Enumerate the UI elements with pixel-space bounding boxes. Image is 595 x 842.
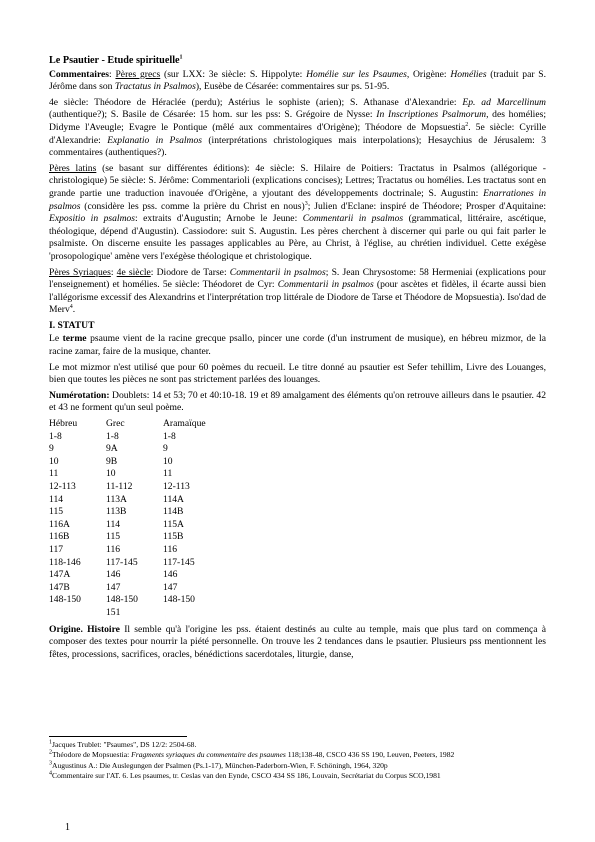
table-cell: 147	[163, 581, 178, 593]
footnote-item: $^2$Théodore de Mopsuestia: Fragments syriaques du commentaire des psaumes 118;138-48, CSCO 436 SS 190, Leuven, Peeters, 1982	[49, 749, 455, 760]
paragraph-syriac-fathers: Pères Syriaques: 4e siècle: Diodore de Tarse: Commentarii in psalmos; S. Jean Chrysostome: 58 Hermeniai (explications pour l'enseignement) et homélies. 5e siècle: Théodoret de Cyr: Commentarii in psalmos (pour ascètes et fidèles, il écarte aussi bien l'allégorisme excessif des Alexandrins et l'interprétation trop littérale de Diodore de Tarse et Théodore de Mopsuestia). Iso'dad de Merv$^4$.	[49, 266, 546, 316]
table-cell: 116	[163, 543, 178, 555]
column-header-arameen: Aramaïque	[163, 418, 206, 430]
footnote-item: $^1$Jacques Trublet: "Psaumes", DS 12/2: 2504-68.	[49, 739, 197, 749]
table-cell: 114A	[163, 493, 184, 505]
table-cell: 113B	[106, 506, 127, 518]
table-row	[49, 594, 243, 607]
table-cell: 9B	[106, 455, 118, 467]
table-cell: 117-145	[163, 556, 195, 568]
column-header-grec: Grec	[106, 418, 125, 430]
table-cell: 115B	[163, 531, 184, 543]
table-cell: 11-112	[106, 481, 133, 492]
paragraph-origine: Origine. Histoire Il semble qu'à l'origine les pss. étaient destinés au culte au temple, mais que plus tard on commença à composer des textes pour nourrir la piété personnelle. On trouve les 2 tendances dans le psautier. Plusieurs pss mentionnent les fêtes, processions, sacrifices, oracles, bénédictions sacerdotales, liturgie, danse,	[49, 623, 547, 660]
table-row	[49, 531, 243, 544]
table-cell: 116	[106, 543, 121, 555]
table-row	[49, 582, 243, 595]
table-row	[49, 506, 243, 519]
footnote-ref[interactable]: 4	[69, 304, 73, 311]
table-cell: 113A	[106, 493, 127, 505]
table-cell: 115A	[163, 518, 184, 530]
table-cell: 147A	[49, 569, 71, 581]
footnote-ref[interactable]: 1	[179, 54, 183, 61]
table-cell: 117	[49, 543, 64, 555]
numbering-table	[49, 418, 243, 620]
table-body	[49, 431, 243, 620]
table-cell: 10	[49, 455, 59, 467]
table-row	[49, 557, 243, 570]
paragraph-4th-5th-century: 4e siècle: Théodore de Héraclée (perdu); Astérius le sophiste (arien); S. Athanase d'Alexandrie: Ep. ad Marcellinum (authentique?); S. Basile de Césarée: 15 hom. sur les pss: S. Grégoire de Nysse: In Inscriptiones Psalmorum, des homélies; Didyme l'Aveugle; Evagre le Pontique (mêlé aux commentaires d'Origène); Théodore de Mopsuestia$^2$. 5e siècle: Cyrille d'Alexandrie: Explanatio in Psalmos (interprétations christologiques mais interpolations); Hesaychius de Jérusalem: 3 commentaires (authentiques?).	[49, 96, 546, 159]
paragraph-latin-fathers: Pères latins (se basant sur différentes éditions): 4e siècle: S. Hilaire de Poitiers: Tractatus in Psalmos (allégorique - christologique) 5e siècle: S. Jérôme: Commentarioli (explications concises); Lettres; Tractatus ou homélies. Les tractatus sont en grande partie une traduction inavouée d'Origène, a yjoutant des développements doctrinale; S. Augustin: Enarrationes in psalmos (considère les pss. comme la prière du Christ en nous)$^3$; Julien d'Eclane: inspiré de Théodore; Prosper d'Aquitaine: Expositio in psalmos: extraits d'Augustin; Arnobe le Jeune: Commentarii in psalmos (grammatical, littéraire, ascétique, théologique, dépend d'Augustin). Cassiodore: suit S. Augustin. Les pères cherchent à discerner qui parle ou qui fait parler le psalmiste. On discerne ensuite les passages applicables au Père, au Christ, à l'église, au chrétien individuel. Cette exégèse 'prosopologique' amène vers l'exégèse théologique et christologique.	[49, 162, 547, 262]
table-cell: 10	[106, 468, 116, 480]
table-cell: 116A	[49, 518, 70, 530]
table-cell: 9A	[106, 443, 118, 455]
table-cell: 114	[49, 493, 64, 505]
paragraph-numerotation: Numérotation: Doublets: 14 et 53; 70 et 40:10-18. 19 et 89 amalgament des éléments qu'on retrouve ailleurs dans le psautier. 42 et 43 ne forment qu'un seul poème.	[49, 389, 546, 414]
section-heading-statut: I. STATUT	[49, 319, 95, 331]
table-cell: 146	[163, 569, 178, 581]
table-cell: 116B	[49, 531, 70, 543]
table-cell: 11	[49, 468, 59, 480]
table-cell: 148-150	[106, 594, 138, 606]
table-cell: 115	[49, 506, 64, 518]
table-cell: 118-146	[49, 556, 81, 568]
table-row	[49, 519, 243, 532]
table-cell: 1-8	[163, 430, 176, 442]
table-cell: 117-145	[106, 556, 138, 568]
table-cell: 9	[163, 443, 168, 455]
page-title: Le Psautier - Etude spirituelle$^1$	[49, 54, 183, 66]
footnote-item: $^3$Augustinus A.: Die Auslegungen der Psalmen (Ps.1-17), München-Paderborn-Wien, F. Schöningh, 1964, 320p	[49, 760, 388, 770]
column-header-hebreu: Hébreu	[49, 418, 78, 430]
heading-greek-fathers: Pères grecs	[115, 68, 161, 80]
heading-syriac-fathers: Pères Syriaques	[49, 266, 111, 278]
table-cell: 1-8	[49, 430, 62, 442]
page-number: 1	[65, 822, 70, 833]
table-row	[49, 544, 243, 557]
table-cell: 147B	[49, 581, 70, 593]
paragraph-mizmor: Le mot mizmor n'est utilisé que pour 60 poèmes du recueil. Le titre donné au psautier est Sefer tehillim, Livre des Louanges, bien que toutes les pièces ne sont pas strictement parlées des louanges.	[49, 361, 546, 386]
table-cell: 12-113	[163, 481, 190, 492]
table-cell: 148-150	[49, 594, 81, 606]
table-cell: 147	[106, 581, 121, 593]
table-cell: 11	[163, 468, 173, 480]
page-body	[49, 55, 546, 664]
table-row	[49, 431, 243, 444]
table-cell: 114B	[163, 506, 184, 518]
table-cell: 12-113	[49, 481, 76, 492]
label-commentaires: Commentaires	[49, 68, 110, 80]
table-cell: 114	[106, 518, 121, 530]
footnote-item: $^4$Commentaire sur l'AT. 6. Les psaumes, tr. Ceslas van den Eynde, CSCO 434 SS 186, Louvain, Secrétariat du Corpus SCO,1981	[49, 770, 441, 780]
footnote-ref[interactable]: 2	[465, 121, 469, 128]
table-header-row	[49, 418, 243, 431]
table-cell: 115	[106, 531, 121, 543]
table-cell: 1-8	[106, 430, 119, 442]
table-cell: 10	[163, 455, 173, 467]
table-cell	[163, 607, 243, 620]
table-row	[49, 456, 243, 469]
table-cell: 9	[49, 443, 54, 455]
paragraph-greek-fathers: Commentaires: Pères grecs (sur LXX: 3e siècle: S. Hippolyte: Homélie sur les Psaumes, Origène: Homélies (traduit par S. Jérôme dans son Tractatus in Psalmos), Eusèbe de Césarée: commentaires sur ps. 51-95.	[49, 68, 547, 93]
heading-latin-fathers: Pères latins	[49, 162, 97, 174]
table-row	[49, 481, 243, 494]
footnote-divider	[49, 736, 187, 737]
table-row	[49, 494, 243, 507]
table-row	[49, 443, 243, 456]
table-cell: 148-150	[163, 594, 195, 606]
footnotes	[49, 740, 549, 781]
table-cell: 146	[106, 569, 121, 581]
table-cell	[49, 607, 106, 620]
table-row	[49, 607, 243, 620]
table-row	[49, 468, 243, 481]
table-row	[49, 569, 243, 582]
footnote-ref[interactable]: 3	[304, 200, 308, 207]
paragraph-terme: Le terme psaume vient de la racine grecque psallo, pincer une corde (d'un instrument de musique), en hébreu mizmor, de la racine zamar, faire de la musique, chanter.	[49, 333, 546, 358]
table-cell: 151	[106, 606, 121, 618]
